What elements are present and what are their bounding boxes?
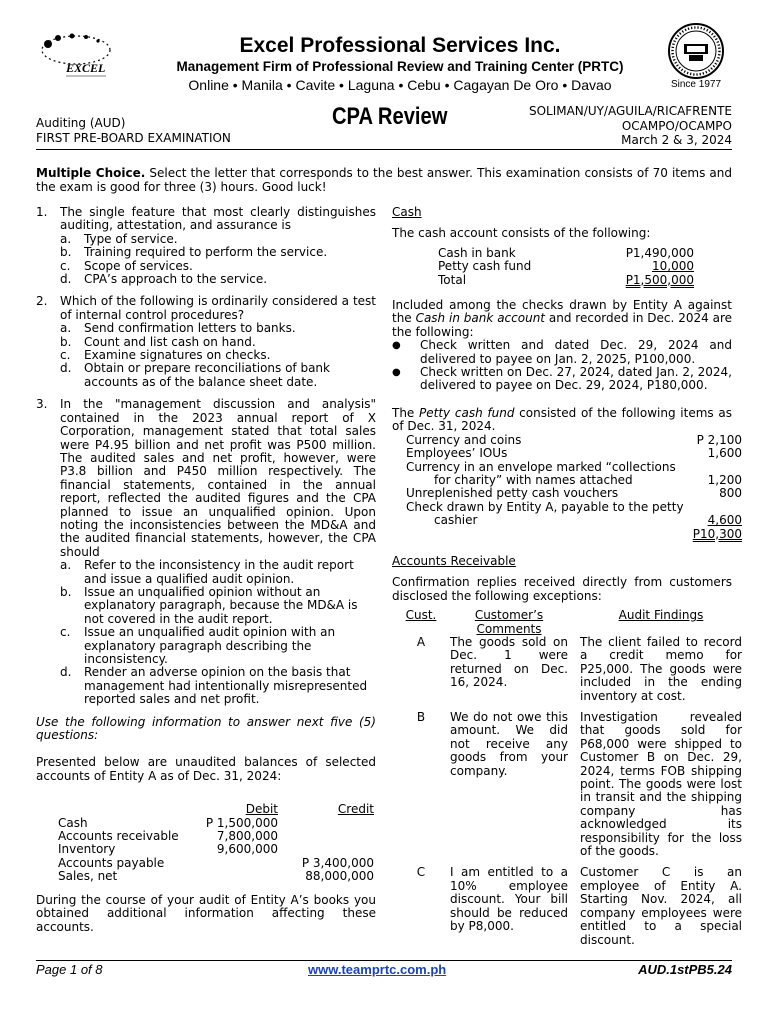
additional-info: During the course of your audit of Entity A’s books you obtained additional information affecting these accounts. (36, 892, 376, 934)
exam-meta (36, 104, 732, 148)
petty-row (406, 474, 742, 487)
answer-option (60, 322, 376, 335)
answer-option (60, 586, 376, 626)
question-list (36, 206, 376, 707)
question-item (36, 295, 376, 389)
petty-label: Currency and coins (406, 432, 522, 447)
exception-row (392, 711, 742, 866)
answer-option (60, 362, 376, 389)
option-letter: a. (60, 321, 72, 336)
cash-amount: P1,490,000 (625, 245, 694, 260)
option-letter: a. (60, 558, 72, 573)
answer-option (60, 349, 376, 362)
debit-amount: P 1,500,000 (205, 815, 278, 830)
right-column (392, 205, 742, 955)
excel-logo (36, 26, 122, 88)
petty-intro-fund: Petty cash fund (419, 405, 515, 420)
petty-label (406, 528, 691, 541)
petty-amount (691, 501, 742, 514)
petty-cash-table (406, 434, 742, 541)
col-comments-header: Customer’s Comments (474, 608, 544, 636)
cash-intro: The cash account consists of the following: (392, 226, 651, 241)
petty-row (406, 514, 742, 527)
question-item (36, 206, 376, 286)
option-text: CPA’s approach to the service. (84, 272, 268, 287)
option-letter: d. (60, 361, 72, 376)
company-name: Excel Professional Services Inc. (239, 34, 561, 57)
answer-option (60, 233, 376, 246)
ar-heading: Accounts Receivable (392, 553, 516, 568)
option-text: Obtain or prepare reconciliations of bank accounts as of the balance sheet date. (84, 361, 330, 389)
option-letter: c. (60, 348, 71, 363)
credit-amount: P 3,400,000 (301, 855, 374, 870)
balance-row (58, 817, 374, 830)
instructions-label: Multiple Choice. (36, 166, 146, 180)
option-letter: b. (60, 584, 72, 599)
check-bullets (392, 339, 732, 393)
option-text: Issue an unqualified audit opinion with an explanatory paragraph describing the inconsistency. (84, 625, 336, 666)
check-bullet-text: Check written and dated Dec. 29, 2024 and delivered to payee on Jan. 2, 2025, P100,000. (420, 338, 732, 366)
check-bullet (392, 339, 732, 366)
petty-amount: P 2,100 (696, 432, 742, 447)
petty-row (406, 461, 742, 474)
exam-title: FIRST PRE-BOARD EXAMINATION (36, 130, 231, 145)
petty-intro-text: The (392, 405, 420, 420)
exam-subject: Auditing (AUD) (36, 116, 126, 130)
checks-intro-text-2: and recorded in Dec. 2024 are the following: (392, 311, 733, 339)
question-body (60, 206, 376, 286)
petty-intro-text-2: consisted of the following items as of Dec. 31, 2024. (392, 405, 732, 434)
account-name: Sales, net (58, 869, 118, 884)
petty-intro (392, 407, 732, 434)
petty-label: for charity” with names attached (434, 472, 633, 487)
balances-intro: Presented below are unaudited balances of selected accounts of Entity A as of Dec. 31, 2024: (36, 755, 376, 783)
exam-subject-block (36, 116, 231, 145)
balances-table (58, 803, 374, 883)
customer-code: A (416, 634, 426, 649)
col-findings-header: Audit Findings (618, 608, 704, 623)
option-text: Scope of services. (84, 258, 193, 273)
cash-label: Petty cash fund (438, 259, 532, 274)
option-text: Type of service. (84, 231, 178, 246)
bullet-icon: ● (392, 340, 401, 352)
debit-amount (190, 870, 278, 883)
company-locations: Online • Manila • Cavite • Laguna • Cebu • Cagayan De Oro • Davao (188, 77, 612, 93)
balance-row (58, 857, 374, 870)
option-text: Send confirmation letters to banks. (84, 321, 296, 336)
cash-row (438, 247, 694, 260)
balance-row (58, 830, 374, 843)
cash-label: Total (438, 272, 467, 287)
balance-row (58, 870, 374, 883)
answer-option (60, 260, 376, 273)
petty-label: Employees’ IOUs (406, 446, 508, 461)
question-stem: Which of the following is ordinarily considered a test of internal control procedures? (60, 294, 376, 322)
petty-amount (691, 461, 742, 474)
answer-option (60, 246, 376, 259)
answer-option (60, 559, 376, 586)
credit-amount: 88,000,000 (305, 869, 374, 884)
checks-intro-account: Cash in bank account (415, 311, 546, 326)
instructions-text: Select the letter that corresponds to the best answer. This examination consists of 70 items and the exam is good for three (3) hours. Good luck! (36, 166, 733, 194)
cash-amount: 10,000 (652, 259, 694, 274)
petty-label: Unreplenished petty cash vouchers (406, 486, 619, 501)
option-text: Issue an unqualified opinion without an explanatory paragraph, because the MD&A is not covered in the audit report. (84, 584, 358, 626)
balance-row (58, 843, 374, 856)
cash-table (438, 247, 694, 287)
ar-intro: Confirmation replies received directly from customers disclosed the following exceptions: (392, 575, 732, 603)
svg-text:EXCEL: EXCEL (66, 61, 106, 75)
account-name: Inventory (58, 842, 116, 857)
customer-comment: I am entitled to a 10% employee discount. Your bill should be reduced by P8,000. (450, 865, 568, 934)
answer-option (60, 626, 376, 666)
answer-option (60, 273, 376, 286)
question-number: 2. (36, 294, 48, 309)
option-letter: d. (60, 272, 72, 287)
credit-header: Credit (337, 802, 374, 817)
option-letter: b. (60, 334, 72, 349)
audit-finding: The client failed to record a credit memo for P25,000. The goods were included in the ending inventory at cost. (580, 634, 742, 703)
customer-comment: We do not owe this amount. We did not receive any goods from your company. (450, 710, 568, 778)
question-body (60, 295, 376, 389)
page-number: Page 1 of 8 (36, 962, 103, 977)
since-label: Since 1977 (670, 79, 722, 90)
exam-authors-block (529, 104, 732, 148)
instructions (36, 166, 732, 194)
option-text: Refer to the inconsistency in the audit report and issue a qualified audit opinion. (84, 558, 354, 586)
company-subtitle: Management Firm of Professional Review and Training Center (PRTC) (176, 59, 624, 74)
petty-row (406, 528, 742, 541)
question-body (60, 398, 376, 706)
cash-amount: P1,500,000 (625, 272, 694, 287)
option-letter: b. (60, 245, 72, 260)
bullet-icon: ● (392, 367, 401, 379)
authors-line-1: SOLIMAN/UY/AGUILA/RICAFRENTE (528, 104, 732, 118)
exception-row (392, 636, 742, 711)
col-cust-header: Cust. (405, 608, 437, 623)
account-name: Accounts payable (58, 855, 165, 870)
option-letter: c. (60, 258, 71, 273)
petty-label: cashier (434, 513, 478, 528)
debit-amount: 7,800,000 (216, 829, 278, 844)
credit-amount (278, 843, 374, 856)
customer-code: B (416, 710, 426, 724)
option-text: Render an adverse opinion on the basis that management had intentionally misrepresented reported sales and net profit. (84, 665, 368, 707)
customer-code: C (416, 865, 426, 880)
exception-row (392, 866, 742, 954)
option-text: Training required to perform the service. (84, 245, 328, 260)
petty-row (406, 487, 742, 500)
debit-header: Debit (245, 802, 278, 817)
petty-amount: 4,600 (707, 513, 742, 528)
petty-label: Currency in an envelope marked “collections (406, 459, 676, 474)
exam-date: March 2 & 3, 2024 (621, 133, 732, 147)
option-letter: d. (60, 665, 72, 680)
checks-intro-text: Included among the checks drawn by Entity A against the (392, 298, 732, 326)
customer-comment: The goods sold on Dec. 1 were returned on Dec. 16, 2024. (450, 634, 568, 690)
company-header (130, 34, 670, 94)
petty-amount: 1,200 (707, 472, 742, 487)
audit-finding: Investigation revealed that goods sold for P68,000 were shipped to Customer B on Dec. 29, 2024, terms FOB shipping point. The goods were lost in transit and the shipping company has acknowledged its responsibility for the loss of the goods. (580, 710, 742, 859)
petty-amount: 1,600 (707, 446, 742, 461)
credit-amount (278, 830, 374, 843)
left-column (36, 206, 376, 934)
credit-amount (278, 817, 374, 830)
cash-row (438, 274, 694, 287)
debit-amount: 9,600,000 (216, 842, 278, 857)
cash-heading: Cash (392, 205, 422, 219)
option-letter: a. (60, 231, 72, 246)
question-number: 3. (36, 397, 48, 412)
question-number: 1. (36, 205, 48, 219)
check-bullet (392, 366, 732, 393)
option-text: Count and list cash on hand. (84, 334, 256, 349)
header-divider (36, 149, 732, 150)
answer-option (60, 666, 376, 706)
account-name: Cash (58, 815, 88, 830)
authors-line-2: OCAMPO/OCAMPO (621, 118, 732, 133)
check-bullet-text: Check written on Dec. 27, 2024, dated Jan. 2, 2024, delivered to payee on Dec. 29, 2024, P180,000. (420, 365, 732, 393)
question-stem: The single feature that most clearly distinguishes auditing, attestation, and assurance is (60, 205, 376, 233)
checks-intro (392, 299, 732, 339)
document-code: AUD.1stPB5.24 (638, 962, 732, 977)
cash-row (438, 260, 694, 273)
audit-finding: Customer C is an employee of Entity A. Starting Nov. 2024, all company employees were entitled to a special discount. (580, 865, 742, 947)
footer-divider (36, 960, 732, 961)
account-name: Accounts receivable (58, 829, 179, 844)
website-link[interactable]: www.teamprtc.com.ph (308, 962, 447, 977)
prtc-seal-icon (664, 22, 728, 86)
debit-amount (190, 857, 278, 870)
question-item (36, 398, 376, 706)
option-text: Examine signatures on checks. (84, 348, 271, 363)
question-stem: In the "management discussion and analysis" contained in the 2023 annual report of X Corporation, management stated that total sales were P4.95 billion and net profit was P500 million. The audited sales and net profit, however, were P3.8 billion and P450 million respectively. The financial statements, contained in the annual report, reflected the audited figures and the CPA planned to issue an unqualified opinion. Upon noting the inconsistencies between the MD&A and the audited financial statements, however, the CPA should (60, 397, 376, 559)
cpa-review-title: CPA Review (332, 103, 448, 130)
cash-label: Cash in bank (438, 245, 516, 260)
petty-row (406, 434, 742, 447)
petty-label: Check drawn by Entity A, payable to the petty (406, 499, 684, 514)
option-letter: c. (60, 625, 71, 640)
petty-amount: 800 (719, 486, 742, 501)
petty-row (406, 501, 742, 514)
petty-row (406, 447, 742, 460)
petty-amount: P10,300 (692, 526, 742, 541)
info-intro: Use the following information to answer next five (5) questions: (36, 714, 376, 743)
exceptions-table (392, 609, 742, 955)
answer-option (60, 336, 376, 349)
